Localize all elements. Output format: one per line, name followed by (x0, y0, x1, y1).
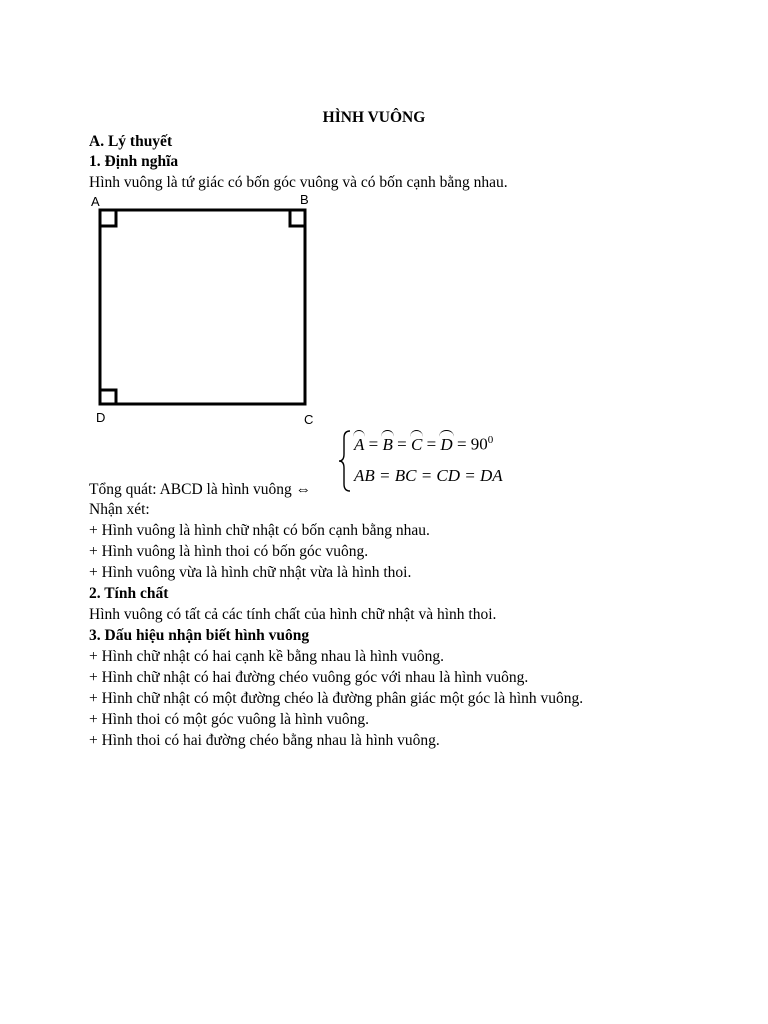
sign-item: + Hình chữ nhật có hai đường chéo vuông góc với nhau là hình vuông. (89, 669, 529, 686)
vertex-label-d: D (96, 410, 106, 425)
right-angle-mark-b (290, 210, 305, 226)
formula-system (338, 428, 558, 498)
section-heading-theory: A. Lý thuyết (89, 133, 173, 150)
angle-d: D (440, 434, 453, 454)
vertex-label-a: A (91, 194, 100, 209)
degree-mark: 0 (487, 434, 494, 446)
square-outline (100, 210, 305, 404)
remark-item: + Hình vuông là hình thoi có bốn góc vuông. (89, 543, 369, 560)
angle-b: B (382, 434, 393, 454)
formula-angles: $A = B = C = D = 90^0$ (354, 434, 494, 454)
page-title: HÌNH VUÔNG (322, 109, 426, 126)
definition-heading: 1. Định nghĩa (89, 153, 179, 170)
properties-heading: 2. Tính chất (89, 585, 169, 602)
general-statement: Tổng quát: ABCD là hình vuông ⇔ (89, 481, 312, 498)
right-angle-mark-a (100, 210, 116, 226)
square-abcd-figure (88, 192, 328, 432)
definition-text: Hình vuông là tứ giác có bốn góc vuông và có bốn cạnh bằng nhau. (89, 174, 508, 191)
left-brace (338, 430, 352, 492)
sign-item: + Hình chữ nhật có một đường chéo là đường phân giác một góc là hình vuông. (89, 690, 584, 707)
sign-item: + Hình chữ nhật có hai cạnh kề bằng nhau là hình vuông. (89, 648, 445, 665)
vertex-label-c: C (304, 412, 314, 427)
sign-item: + Hình thoi có hai đường chéo bằng nhau là hình vuông. (89, 732, 440, 749)
angle-a: A (354, 434, 365, 454)
angle-c: C (410, 434, 423, 454)
right-angle-mark-d (100, 390, 116, 404)
angle-value: 90 (470, 434, 488, 454)
formula-sides: AB = BC = CD = DA (354, 466, 503, 485)
signs-heading: 3. Dấu hiệu nhận biết hình vuông (89, 627, 310, 644)
remark-item: + Hình vuông vừa là hình chữ nhật vừa là hình thoi. (89, 564, 412, 581)
remarks-heading: Nhận xét: (89, 501, 150, 518)
properties-text: Hình vuông có tất cả các tính chất của hình chữ nhật và hình thoi. (89, 606, 497, 623)
vertex-label-b: B (300, 192, 309, 207)
sign-item: + Hình thoi có một góc vuông là hình vuông. (89, 711, 369, 728)
remark-item: + Hình vuông là hình chữ nhật có bốn cạnh bằng nhau. (89, 522, 430, 539)
